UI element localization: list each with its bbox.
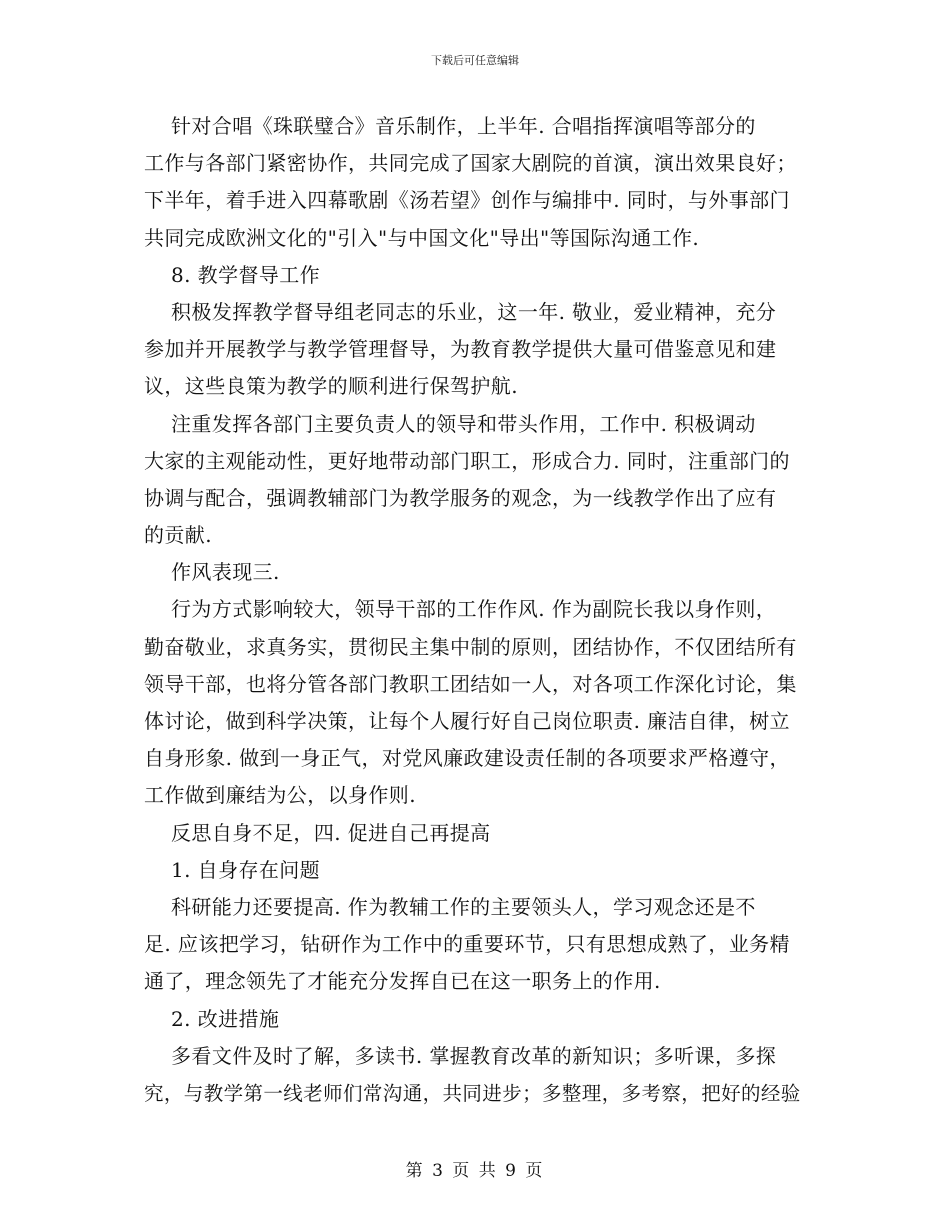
text-line: 积极发挥教学督导组老同志的乐业，这一年. 敬业，爱业精神，充分 (144, 299, 777, 324)
text-line: 的贡献. (144, 523, 212, 548)
text-line: 议，这些良策为教学的顺利进行保驾护航. (144, 374, 518, 399)
text-line: 协调与配合，强调教辅部门为教学服务的观念，为一线教学作出了应有 (144, 485, 777, 510)
text-line: 1. 自身存在问题 (144, 857, 321, 882)
text-line: 共同完成欧洲文化的"引入"与中国文化"导出"等国际沟通工作. (144, 225, 700, 250)
text-line: 8. 教学督导工作 (144, 262, 321, 287)
text-line: 领导干部，也将分管各部门教职工团结如一人，对各项工作深化讨论，集 (144, 671, 797, 696)
text-line: 自身形象. 做到一身正气，对党风廉政建设责任制的各项要求严格遵守， (144, 746, 790, 771)
text-line: 针对合唱《珠联璧合》音乐制作，上半年. 合唱指挥演唱等部分的 (144, 114, 756, 138)
text-line: 究，与教学第一线老师们常沟通，共同进步；多整理，多考察，把好的经验 (144, 1081, 801, 1105)
text-line: 勤奋敬业，求真务实，贯彻民主集中制的原则，团结协作，不仅团结所有 (144, 634, 797, 659)
text-line: 通了，理念领先了才能充分发挥自已在这一职务上的作用. (144, 969, 661, 994)
text-line: 下半年，着手进入四幕歌剧《汤若望》创作与编排中. 同时，与外事部门 (144, 188, 790, 213)
page-header: 下载后可任意编辑 (431, 54, 519, 67)
text-line: 工作与各部门紧密协作，共同完成了国家大剧院的首演，演出效果良好； (144, 151, 797, 176)
text-line: 作风表现三. (144, 560, 280, 585)
text-line: 行为方式影响较大，领导干部的工作作风. 作为副院长我以身作则， (144, 597, 777, 622)
document-body (144, 108, 808, 1112)
text-line: 体讨论，做到科学决策，让每个人履行好自己岗位职责. 廉洁自律，树立 (144, 709, 790, 733)
text-line: 大家的主观能动性，更好地带动部门职工，形成合力. 同时，注重部门的 (144, 448, 790, 473)
text-line: 反思自身不足，四. 促进自己再提高 (144, 820, 491, 845)
text-line: 多看文件及时了解，多读书. 掌握教育改革的新知识；多听课，多探 (144, 1043, 777, 1068)
page-footer: 第 3 页 共 9 页 (405, 1161, 545, 1181)
text-line: 注重发挥各部门主要负责人的领导和带头作用，工作中. 积极调动 (144, 411, 756, 436)
text-line: 2. 改进措施 (144, 1006, 280, 1031)
text-line: 工作做到廉结为公，以身作则. (144, 783, 416, 808)
text-line: 科研能力还要提高. 作为教辅工作的主要领头人，学习观念还是不 (144, 894, 756, 919)
text-line: 足. 应该把学习，钻研作为工作中的重要环节，只有思想成熟了，业务精 (144, 932, 790, 957)
text-line: 参加并开展教学与教学管理督导，为教育教学提供大量可借鉴意见和建 (144, 337, 777, 362)
